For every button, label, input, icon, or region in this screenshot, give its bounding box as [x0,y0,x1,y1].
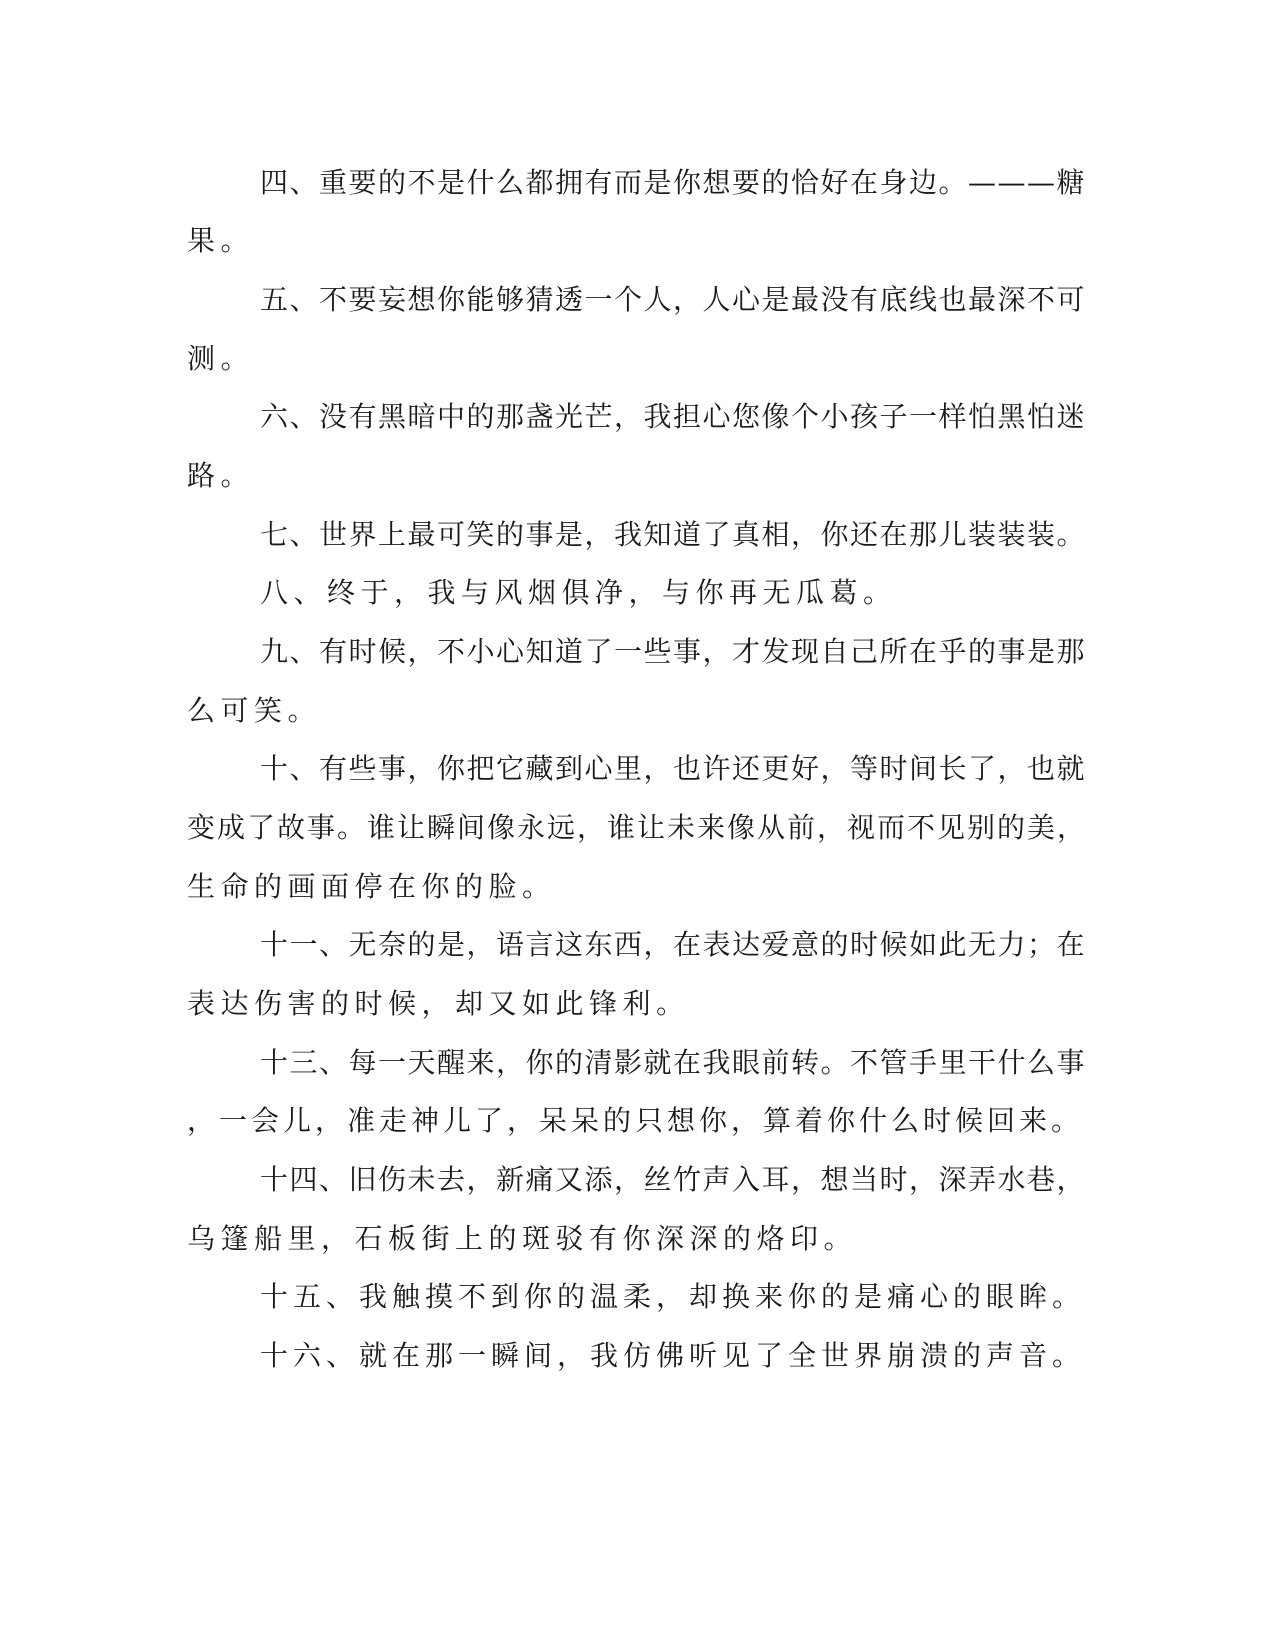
text-line: 八、终于，我与风烟俱净，与你再无瓜葛。 [260,576,897,609]
text-line: 九、有时候，不小心知道了一些事，才发现自己所在乎的事是那 [260,635,1087,668]
text-line: 十三、每一天醒来，你的清影就在我眼前转。不管手里干什么事 [260,1046,1087,1079]
text-line: 十一、无奈的是，语言这东西，在表达爱意的时候如此无力；在 [260,928,1087,961]
text-line: 七、世界上最可笑的事是，我知道了真相，你还在那儿装装装。 [260,518,1087,551]
text-line: 生命的画面停在你的脸。 [187,870,556,903]
text-line: 四、重要的不是什么都拥有而是你想要的恰好在身边。———糖 [260,166,1087,199]
text-line: 十五、我触摸不到你的温柔，却换来你的是痛心的眼眸。 [260,1280,1086,1313]
text-line: 六、没有黑暗中的那盏光芒，我担心您像个小孩子一样怕黑怕迷 [260,400,1087,433]
text-line: 十、有些事，你把它藏到心里，也许还更好，等时间长了，也就 [260,752,1087,785]
text-line: 十六、就在那一瞬间，我仿佛听见了全世界崩溃的声音。 [260,1339,1086,1372]
text-line: 测。 [187,342,255,375]
text-line: ，一会儿，准走神儿了，呆呆的只想你，算着你什么时候回来。 [187,1104,1084,1137]
text-line: 乌篷船里，石板街上的斑驳有你深深的烙印。 [187,1222,858,1255]
text-line: 果。 [187,224,255,257]
text-line: 路。 [187,459,255,492]
text-line: 变成了故事。谁让瞬间像永远，谁让未来像从前，视而不见别的美， [187,811,1088,844]
text-line: 十四、旧伤未去，新痛又添，丝竹声入耳，想当时，深弄水巷， [260,1163,1087,1196]
text-line: 么可笑。 [187,694,322,727]
text-line: 表达伤害的时候，却又如此锋利。 [187,987,690,1020]
text-line: 五、不要妄想你能够猜透一个人，人心是最没有底线也最深不可 [260,283,1087,316]
